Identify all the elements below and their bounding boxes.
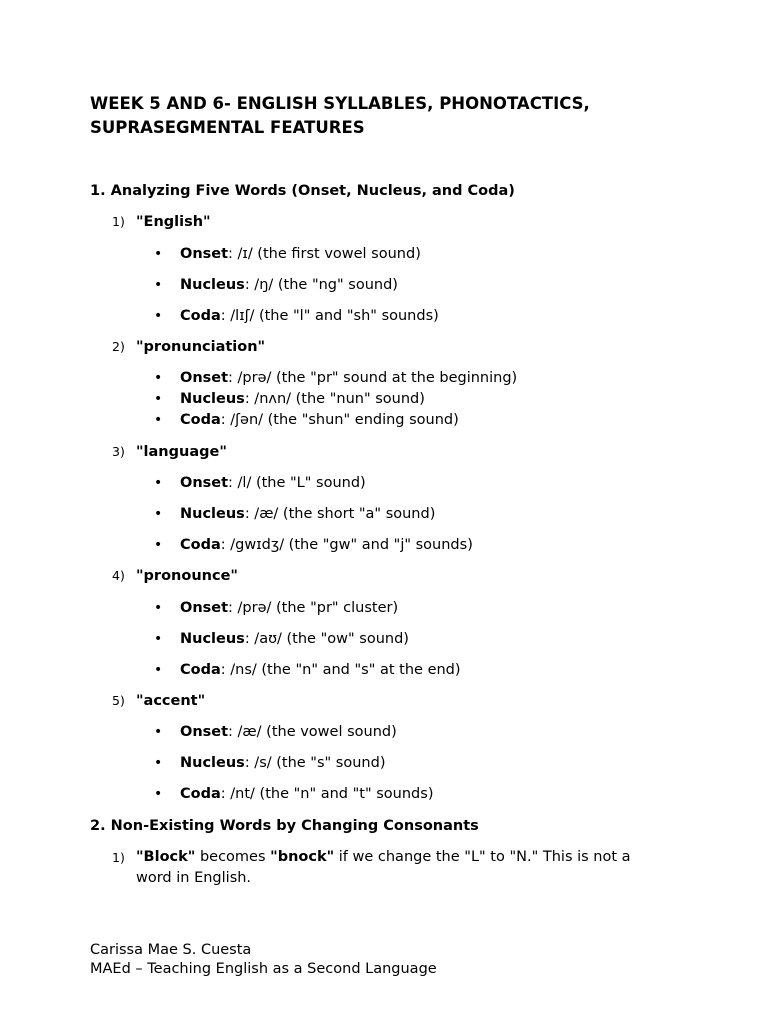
word-label: "English" xyxy=(136,214,211,230)
bullet-icon: • xyxy=(154,412,163,428)
section-2-heading: 2. Non-Existing Words by Changing Consonants xyxy=(90,818,479,834)
program-name: MAEd – Teaching English as a Second Language xyxy=(90,961,437,977)
word-label: "language" xyxy=(136,444,227,460)
onset-bullet: • Onset: /prə/ (the "pr" cluster) xyxy=(154,600,399,616)
nucleus-bullet: • Nucleus: /s/ (the "s" sound) xyxy=(154,755,386,771)
title-line-2: SUPRASEGMENTAL FEATURES xyxy=(90,118,365,137)
coda-bullet: • Coda: /lɪʃ/ (the "l" and "sh" sounds) xyxy=(154,308,439,324)
nucleus-bullet: • Nucleus: /ŋ/ (the "ng" sound) xyxy=(154,277,398,293)
non-word-text xyxy=(136,847,676,889)
bullet-icon: • xyxy=(154,475,163,491)
onset-bullet: • Onset: /ɪ/ (the first vowel sound) xyxy=(154,246,421,262)
list-number: 3) xyxy=(112,444,125,459)
bullet-icon: • xyxy=(154,370,163,386)
non-word-line-1: "Block" becomes "bnock" if we change the "L" to "N." This is not a xyxy=(136,849,631,865)
word-item-5 xyxy=(112,691,205,711)
nucleus-bullet: • Nucleus: /æ/ (the short "a" sound) xyxy=(154,506,436,522)
bullet-icon: • xyxy=(154,277,163,293)
bullet-icon: • xyxy=(154,246,163,262)
word-label: "accent" xyxy=(136,693,206,709)
word-label: "pronunciation" xyxy=(136,339,266,355)
list-number: 4) xyxy=(112,568,125,583)
onset-bullet: • Onset: /prə/ (the "pr" sound at the beginning) xyxy=(154,370,518,386)
bullet-icon: • xyxy=(154,308,163,324)
nucleus-bullet: • Nucleus: /aʊ/ (the "ow" sound) xyxy=(154,631,409,647)
author-name: Carissa Mae S. Cuesta xyxy=(90,942,252,958)
coda-bullet: • Coda: /ʃən/ (the "shun" ending sound) xyxy=(154,412,459,428)
bullet-icon: • xyxy=(154,755,163,771)
section-1-heading: 1. Analyzing Five Words (Onset, Nucleus, and Coda) xyxy=(90,183,515,199)
non-word-line-2: word in English. xyxy=(136,870,252,886)
title-line-1: WEEK 5 AND 6- ENGLISH SYLLABLES, PHONOTACTICS, xyxy=(90,94,590,113)
word-item-3 xyxy=(112,442,227,462)
word-item-1 xyxy=(112,212,211,232)
onset-bullet: • Onset: /l/ (the "L" sound) xyxy=(154,475,366,491)
list-number: 1) xyxy=(112,850,125,865)
onset-bullet: • Onset: /æ/ (the vowel sound) xyxy=(154,724,397,740)
word-label: "pronounce" xyxy=(136,568,238,584)
bullet-icon: • xyxy=(154,786,163,802)
word-item-2 xyxy=(112,337,265,357)
list-number: 2) xyxy=(112,339,125,354)
coda-bullet: • Coda: /ns/ (the "n" and "s" at the end) xyxy=(154,662,461,678)
bullet-icon: • xyxy=(154,537,163,553)
bullet-icon: • xyxy=(154,724,163,740)
bullet-icon: • xyxy=(154,506,163,522)
bullet-icon: • xyxy=(154,631,163,647)
word-item-4 xyxy=(112,566,238,586)
bullet-icon: • xyxy=(154,662,163,678)
page-title xyxy=(90,92,690,140)
list-number: 1) xyxy=(112,214,125,229)
list-number: 5) xyxy=(112,693,125,708)
bullet-icon: • xyxy=(154,391,163,407)
coda-bullet: • Coda: /nt/ (the "n" and "t" sounds) xyxy=(154,786,434,802)
nucleus-bullet: • Nucleus: /nʌn/ (the "nun" sound) xyxy=(154,391,425,407)
bullet-icon: • xyxy=(154,600,163,616)
coda-bullet: • Coda: /gwɪdʒ/ (the "gw" and "j" sounds) xyxy=(154,537,473,553)
